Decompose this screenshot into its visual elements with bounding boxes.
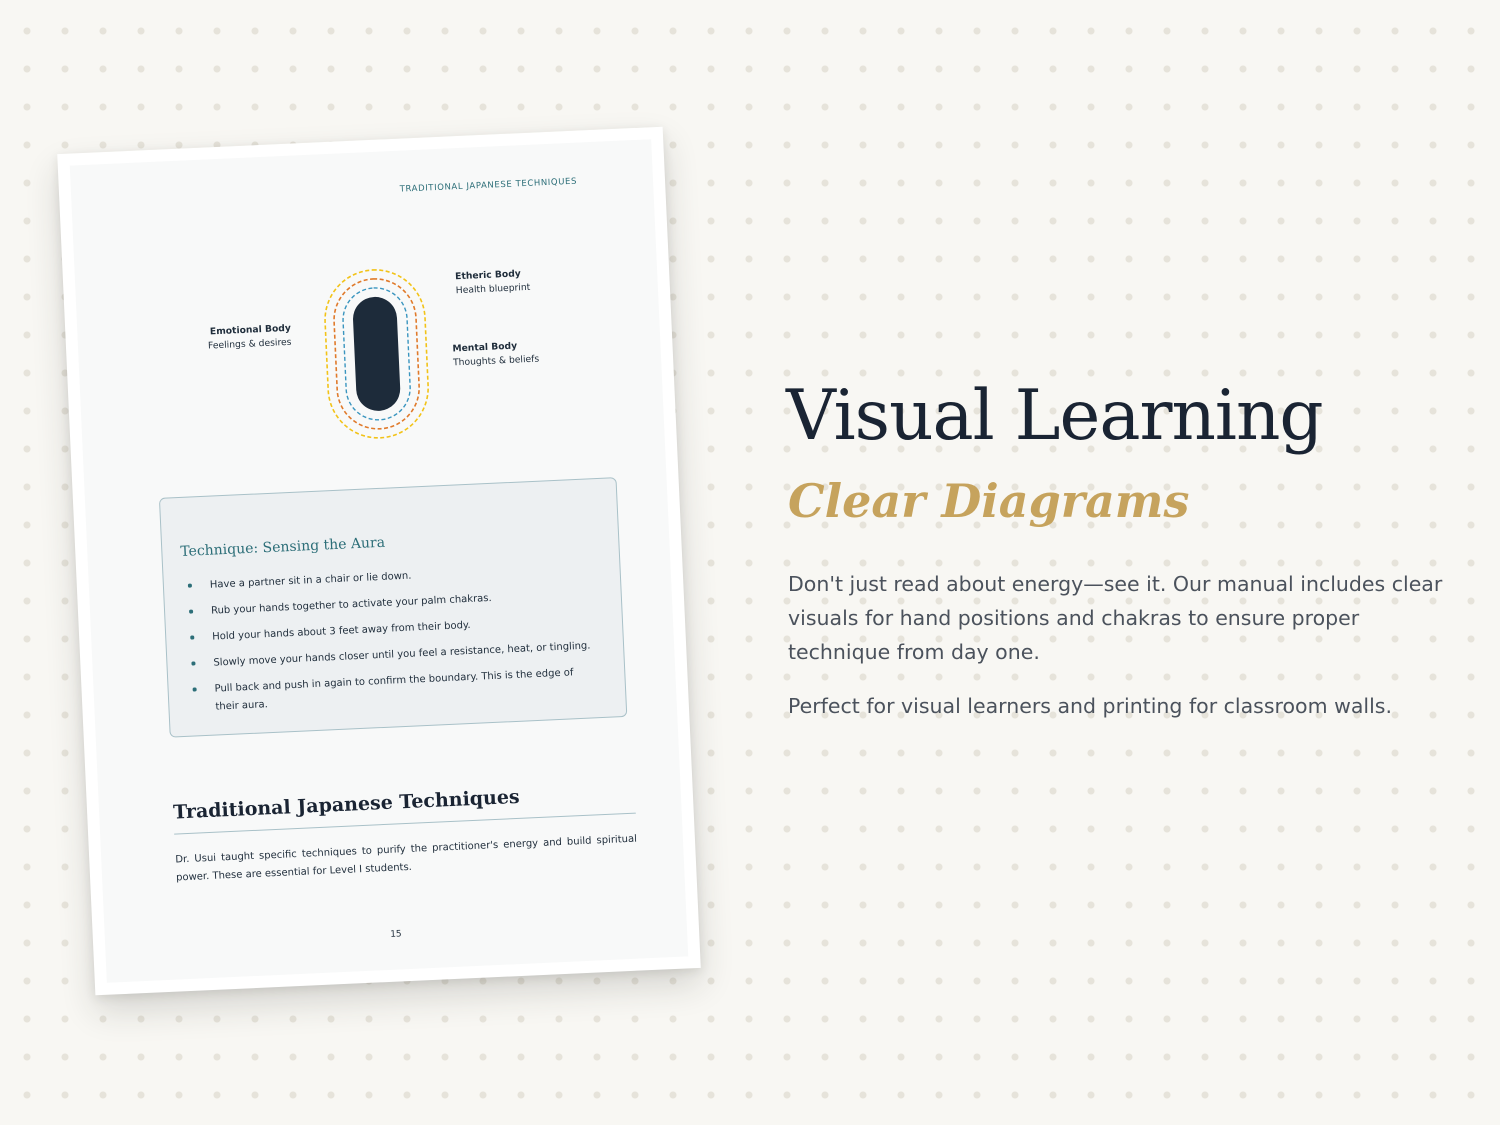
hero-description: Don't just read about energy—see it. Our manual includes clear visuals for hand positions and chakras to ensure proper technique from day one.	[788, 572, 1443, 664]
list-item: Have a partner sit in a chair or lie down.	[188, 559, 592, 595]
hero-title: Visual Learning	[786, 376, 1323, 456]
technique-callout-box	[159, 477, 627, 738]
bullet-icon	[189, 610, 193, 614]
manual-page	[70, 139, 689, 983]
list-item: Rub your hands together to activate your palm chakras.	[189, 585, 593, 621]
list-item: Hold your hands about 3 feet away from their body.	[190, 611, 594, 647]
technique-title: Technique: Sensing the Aura	[180, 534, 386, 560]
technique-steps-list	[188, 559, 598, 725]
hero-note: Perfect for visual learners and printing for classroom walls.	[788, 694, 1392, 718]
section-body-text: Dr. Usui taught specific techniques to purify the practitioner's energy and build spiritual power. These are essential for Level I students.	[175, 833, 638, 884]
section-heading: Traditional Japanese Techniques	[173, 781, 636, 835]
bullet-icon	[188, 584, 192, 588]
manual-page-preview	[57, 127, 701, 996]
bullet-icon	[190, 635, 194, 639]
list-item: Pull back and push in again to confirm the boundary. This is the edge of their aura.	[192, 663, 597, 717]
mental-body-label: Mental Body Thoughts & beliefs	[452, 340, 540, 369]
list-item: Slowly move your hands closer until you feel a resistance, heat, or tingling.	[191, 637, 595, 673]
hero-subtitle: Clear Diagrams	[788, 474, 1190, 528]
page-number: 15	[390, 929, 402, 940]
bullet-icon	[191, 661, 195, 665]
etheric-body-label: Etheric Body Health blueprint	[454, 268, 531, 297]
physical-body-shape	[352, 296, 401, 412]
aura-diagram	[321, 266, 433, 443]
bullet-icon	[193, 687, 197, 691]
emotional-body-label: Emotional Body Feelings & desires	[207, 322, 292, 352]
running-head: TRADITIONAL JAPANESE TECHNIQUES	[399, 176, 578, 195]
